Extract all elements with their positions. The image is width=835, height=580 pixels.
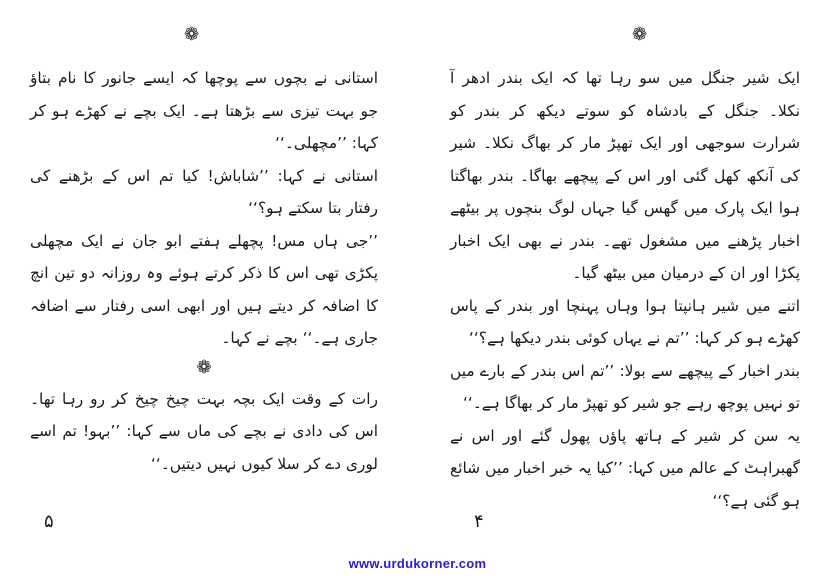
paragraph: رات کے وقت ایک بچہ بہت چیخ چیخ کر رو رہا تھا۔ اس کی دادی نے بچے کی ماں سے کہا: ’’بہو! تم اسے لوری دے کر سلا کیوں نہیں دیتیں۔‘‘ (30, 389, 378, 473)
right-page (418, 0, 835, 545)
paragraph: بندر اخبار کے پیچھے سے بولا: ’’تم اس بندر کے بارے میں تو نہیں پوچھ رہے جو شیر کو تھپڑ مار کر بھاگا ہے۔‘‘ (450, 361, 800, 412)
left-page (0, 0, 418, 545)
paragraph: ’’جی ہاں مس! پچھلے ہفتے ابو جان نے ایک مچھلی پکڑی تھی اس کا ذکر کرتے ہوئے وہ روزانہ دو تین انچ کا اضافہ کر دیتے ہیں اور ابھی اسی رفتار سے اضافہ جاری ہے۔‘‘ بچے نے کہا۔ (30, 231, 378, 347)
flower-ornament-icon: ❁ (184, 24, 200, 45)
left-page-text (30, 62, 378, 480)
right-page-text (450, 62, 800, 517)
page-number: ۴ (474, 511, 484, 532)
paragraph: استانی نے کہا: ’’شاباش! کیا تم اس کے بڑھنے کی رفتار بتا سکتے ہو؟‘‘ (30, 166, 378, 217)
flower-ornament-icon: ❁ (632, 24, 648, 45)
page-number: ۵ (44, 511, 54, 532)
paragraph: اتنے میں شیر ہانپتا ہوا وہاں پہنچا اور بندر کے پاس کھڑے ہو کر کہا: ’’تم نے یہاں کوئی بندر دیکھا ہے؟‘‘ (450, 296, 800, 347)
paragraph: یہ سن کر شیر کے ہاتھ پاؤں پھول گئے اور اس نے گھبراہٹ کے عالم میں کہا: ’’کیا یہ خبر اخبار میں شائع ہو گئی ہے؟‘‘ (450, 426, 800, 510)
flower-ornament-icon: ❁ (196, 356, 212, 378)
footer-site-link[interactable]: www.urdukorner.com (348, 556, 487, 571)
paragraph: استانی نے بچوں سے پوچھا کہ ایسے جانور کا نام بتاؤ جو بہت تیزی سے بڑھتا ہے۔ ایک بچے نے کھڑے ہو کر کہا: ’’مچھلی۔‘‘ (30, 69, 378, 152)
paragraph: ایک شیر جنگل میں سو رہا تھا کہ ایک بندر ادھر آ نکلا۔ جنگل کے بادشاہ کو سوتے دیکھ کر بندر کو شرارت سوجھی اور ایک تھپڑ مار کر بھاگ نکلا۔ شیر کی آنکھ کھل گئی اور اس کے پیچھے بھاگا۔ بندر بھاگتا ہوا ایک پارک میں گھس گیا جہاں لوگ بنچوں پر بیٹھے اخبار پڑھنے میں مشغول تھے۔ بندر نے بھی ایک اخبار پکڑا اور ان کے درمیان میں بیٹھ گیا۔ (450, 69, 800, 282)
